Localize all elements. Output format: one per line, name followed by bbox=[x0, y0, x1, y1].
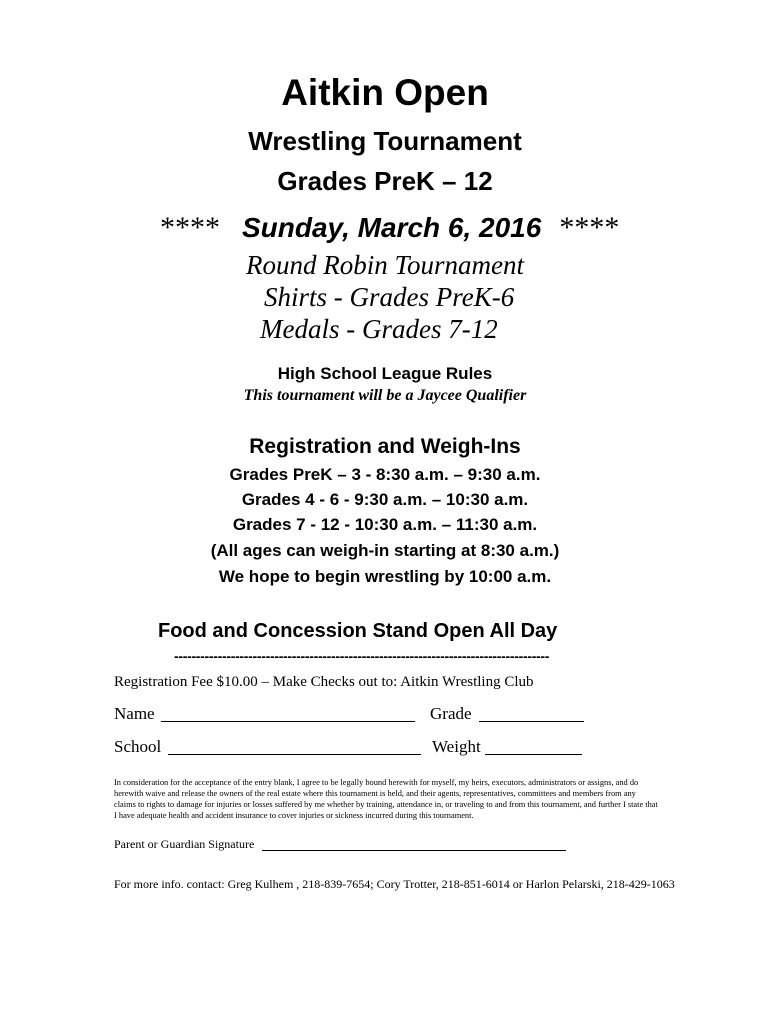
registration-fee: Registration Fee $10.00 – Make Checks out to: Aitkin Wrestling Club bbox=[114, 674, 534, 690]
contact-info: For more info. contact: Greg Kulhem , 218-839-7654; Cory Trotter, 218-851-6014 or Harlon Pelarski, 218-429-1063 bbox=[114, 877, 675, 891]
school-field[interactable] bbox=[168, 754, 421, 755]
grade-label: Grade bbox=[430, 704, 472, 723]
medals-info: Medals - Grades 7-12 bbox=[260, 314, 498, 344]
signature-label: Parent or Guardian Signature bbox=[114, 837, 255, 851]
name-field[interactable] bbox=[161, 721, 415, 722]
shirts-info: Shirts - Grades PreK-6 bbox=[264, 282, 515, 312]
stars-right: **** bbox=[559, 211, 620, 244]
schedule-item: Grades 7 - 12 - 10:30 a.m. – 11:30 a.m. bbox=[232, 515, 538, 534]
name-label: Name bbox=[114, 704, 155, 723]
tournament-format: Round Robin Tournament bbox=[246, 250, 525, 280]
qualifier-note: This tournament will be a Jaycee Qualifier bbox=[243, 387, 527, 404]
stars-left: **** bbox=[160, 211, 220, 244]
league-rules: High School League Rules bbox=[277, 364, 493, 383]
grades-range: Grades PreK – 12 bbox=[277, 166, 493, 196]
event-date: Sunday, March 6, 2016 bbox=[242, 212, 542, 243]
liability-waiver: In consideration for the acceptance of the entry blank, I agree to be legally bound herewith for myself, my heirs, executors, administrators or assigns, and do herewith waive and release the owners of the real estate where this tournament is held, and their agents, representatives, committees and members from any claims to rights to damage for injuries or losses suffered by me whether by training, attendance in, or traveling to and from this tournament, and further I state that I have adequate health and accident insurance to cover injuries or sickness incurred during this tournament. bbox=[114, 778, 658, 820]
page-title: Aitkin Open bbox=[281, 72, 489, 113]
event-date-line bbox=[160, 211, 619, 245]
start-time-note: We hope to begin wrestling by 10:00 a.m. bbox=[218, 567, 552, 586]
food-notice: Food and Concession Stand Open All Day bbox=[158, 620, 558, 642]
weight-label: Weight bbox=[432, 737, 481, 756]
registration-title: Registration and Weigh-Ins bbox=[249, 435, 521, 458]
school-label: School bbox=[114, 737, 162, 756]
weigh-in-note: (All ages can weigh-in starting at 8:30 a.m.) bbox=[210, 541, 560, 560]
cut-line-divider: -------------------------------------------------------------------------------------- bbox=[174, 648, 550, 662]
weight-field[interactable] bbox=[485, 754, 582, 755]
schedule-item: Grades PreK – 3 - 8:30 a.m. – 9:30 a.m. bbox=[229, 465, 541, 484]
signature-field[interactable] bbox=[262, 850, 566, 851]
event-subtitle: Wrestling Tournament bbox=[248, 126, 522, 156]
grade-field[interactable] bbox=[479, 721, 584, 722]
schedule-item: Grades 4 - 6 - 9:30 a.m. – 10:30 a.m. bbox=[241, 490, 529, 509]
